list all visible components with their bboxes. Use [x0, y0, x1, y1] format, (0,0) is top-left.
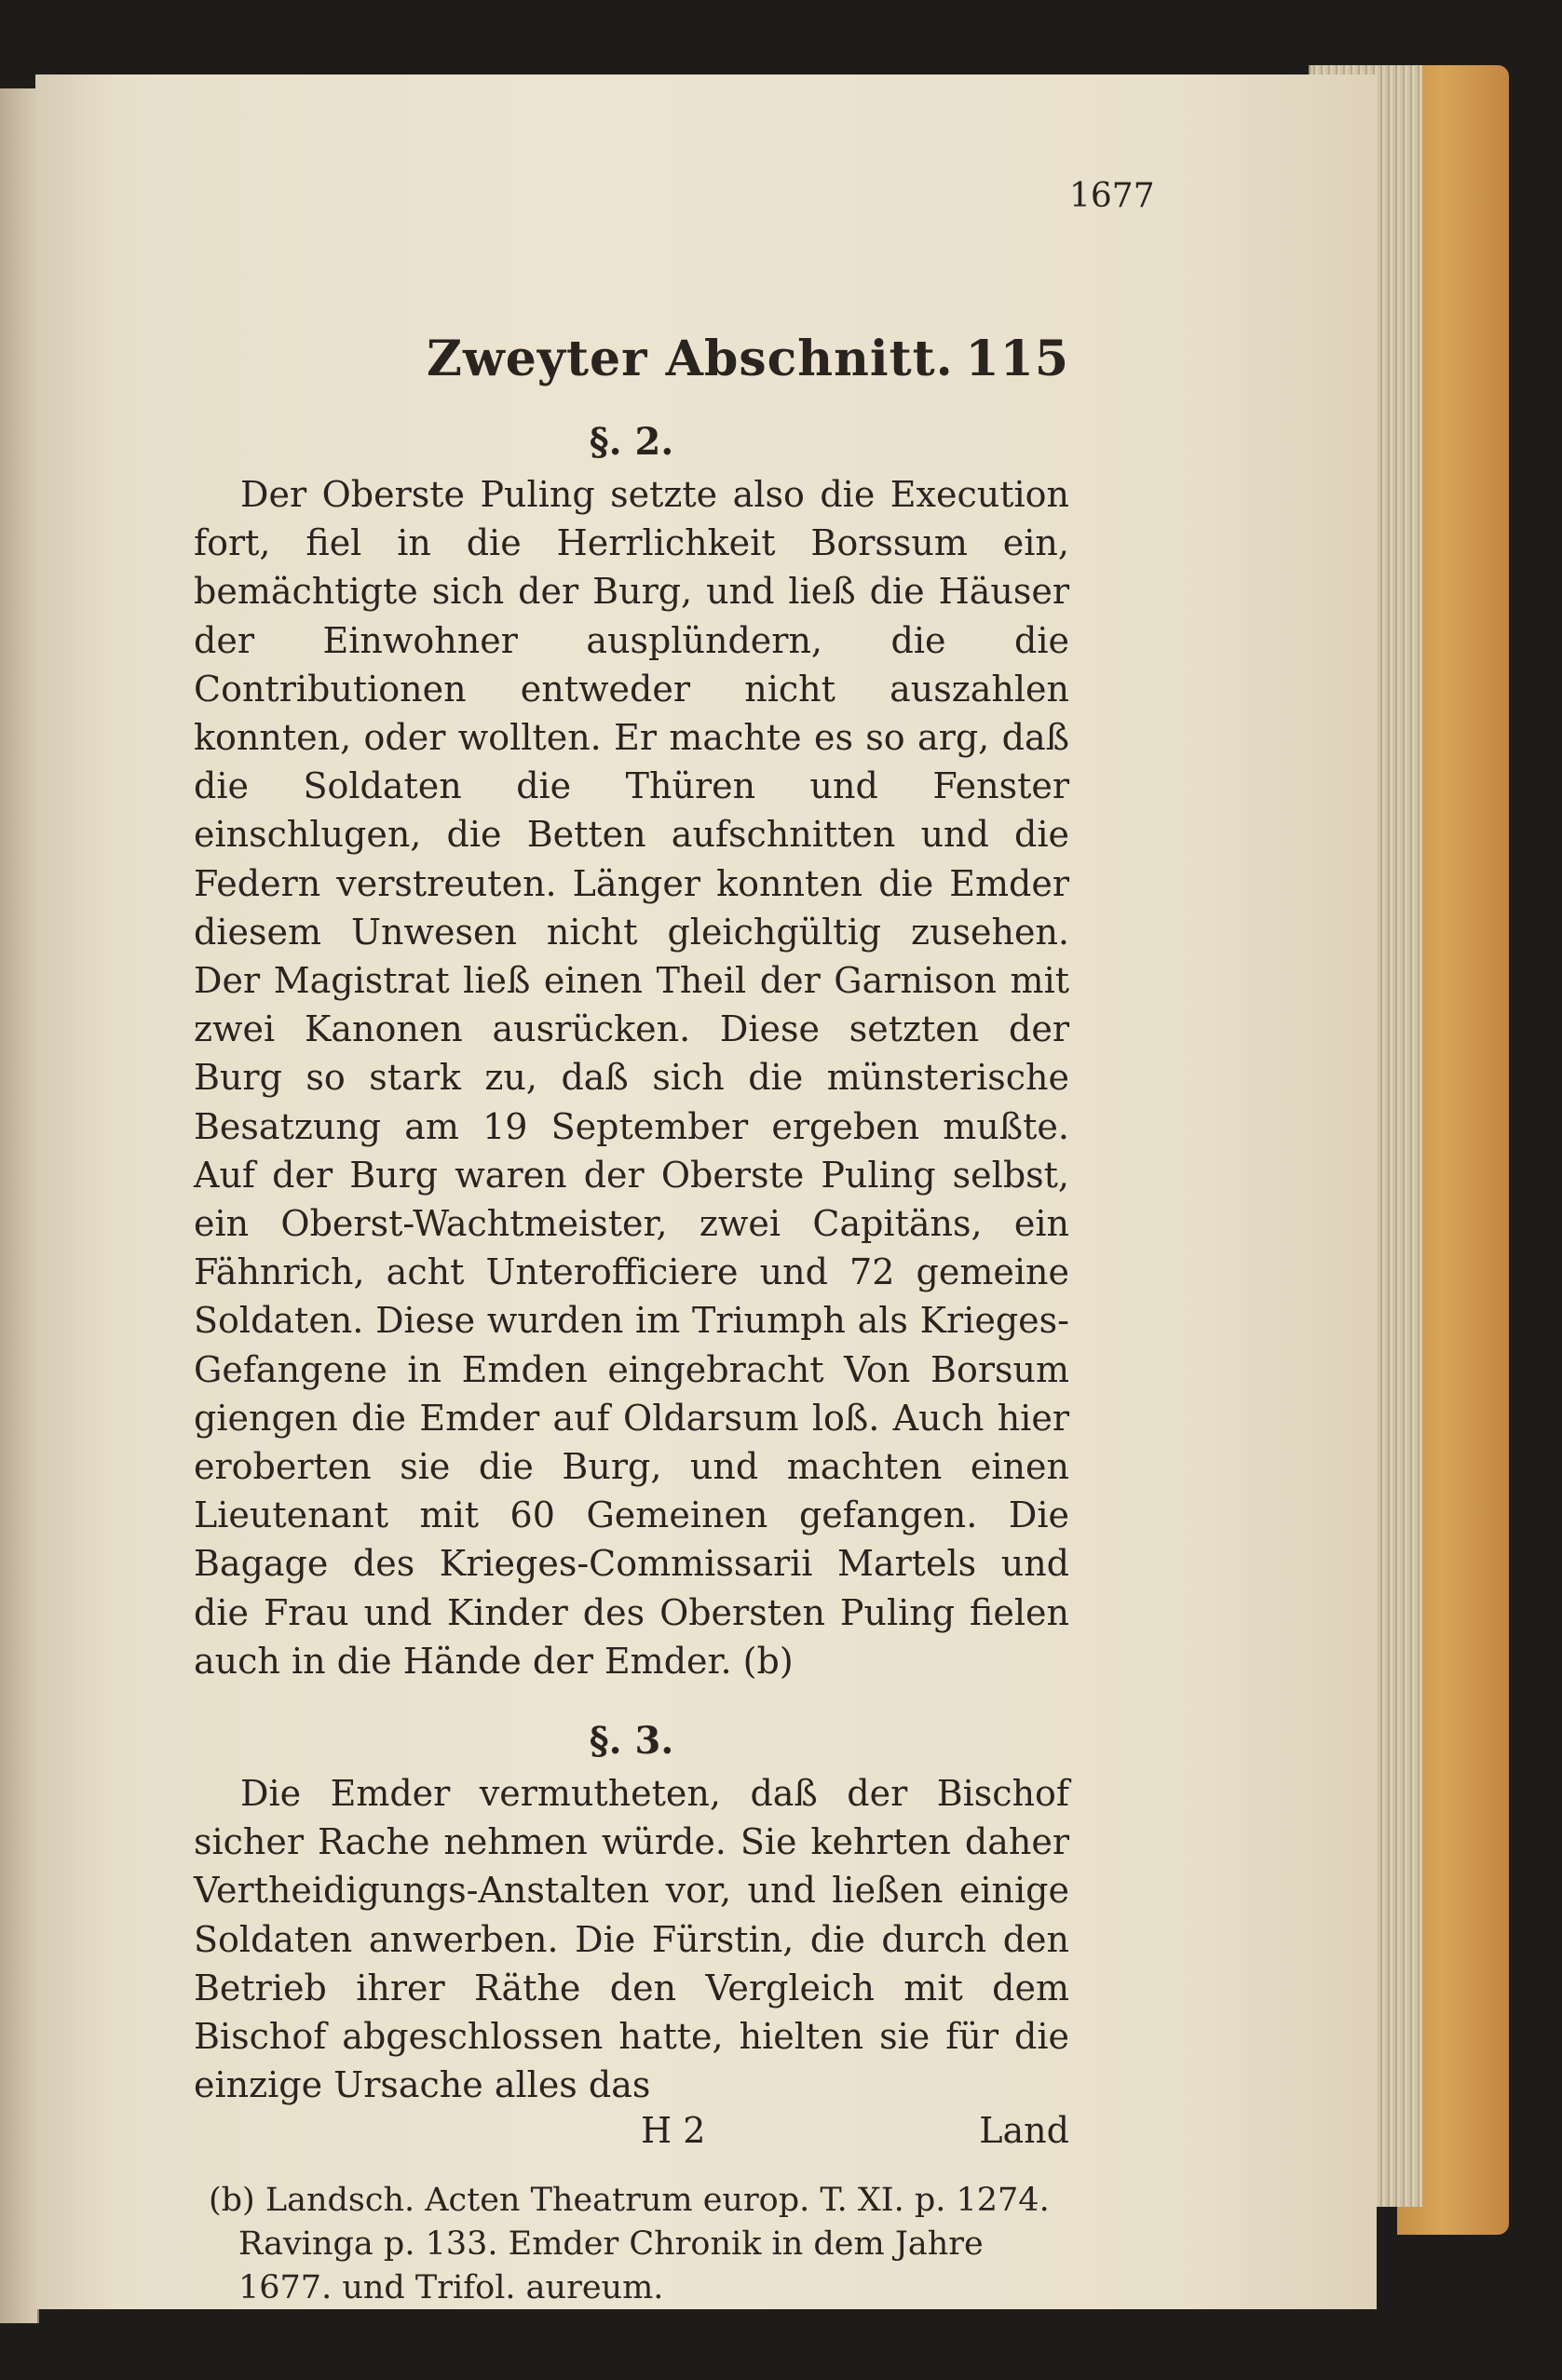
running-title: Zweyter Abschnitt. [427, 331, 954, 387]
margin-year-note: 1677 [1069, 177, 1155, 215]
left-page-edge [0, 88, 39, 2323]
running-header [194, 331, 1069, 414]
page-number: 115 [965, 331, 1069, 387]
paragraph-section-3: Die Emder vermutheten, daß der Bischof sicher Rache nehmen würde. Sie kehrten daher Vertheidigungs-Anstalten vor, und ließen einige Soldaten anwerben. Die Fürstin, die durch den Betrieb ihrer Räthe den Vergleich mit dem Bischof abgeschlossen hatte, hielten sie für die einzige Ursache alles das [194, 1773, 1069, 2106]
section-mark-2: §. 2. [589, 420, 674, 464]
footnote: (b) Landsch. Acten Theatrum europ. T. XI. p. 1274. Ravinga p. 133. Emder Chronik in dem Jahre 1677. und Trifol. aureum. [209, 2181, 1050, 2306]
paragraph-section-2: Der Oberste Puling setzte also die Execution fort, fiel in die Herrlichkeit Borssum ein, bemächtigte sich der Burg, und ließ die Häuser der Einwohner ausplündern, die die Contributionen entweder nicht auszahlen konnten, oder wollten. Er machte es so arg, daß die Soldaten die Thüren und Fenster einschlugen, die Betten aufschnitten und die Federn verstreuten. Länger konnten die Emder diesem Unwesen nicht gleichgültig zusehen. Der Magistrat ließ einen Theil der Garnison mit zwei Kanonen ausrücken. Diese setzten der Burg so stark zu, daß sich die münsterische Besatzung am 19 September ergeben mußte. Auf der Burg waren der Oberste Puling selbst, ein Oberst-Wachtmeister, zwei Capitäns, ein Fähnrich, acht Unterofficiere und 72 gemeine Soldaten. Diese wurden im Triumph als Krieges-Gefangene in Emden eingebracht Von Borsum giengen die Emder auf Oldarsum loß. Auch hier eroberten sie die Burg, und machten einen Lieutenant mit 60 Gemeinen gefangen. Die Bagage des Krieges-Commissarii Martels und die Frau und Kinder des Obersten Puling fielen auch in die Hände der Emder. (b) [194, 474, 1069, 1682]
section-mark-3: §. 3. [589, 1719, 674, 1764]
page-text [194, 331, 1069, 2310]
signature-line [194, 2110, 1069, 2158]
book-page [35, 74, 1377, 2309]
catchword: Land [979, 2109, 1069, 2151]
signature-mark: H 2 [641, 2109, 706, 2151]
